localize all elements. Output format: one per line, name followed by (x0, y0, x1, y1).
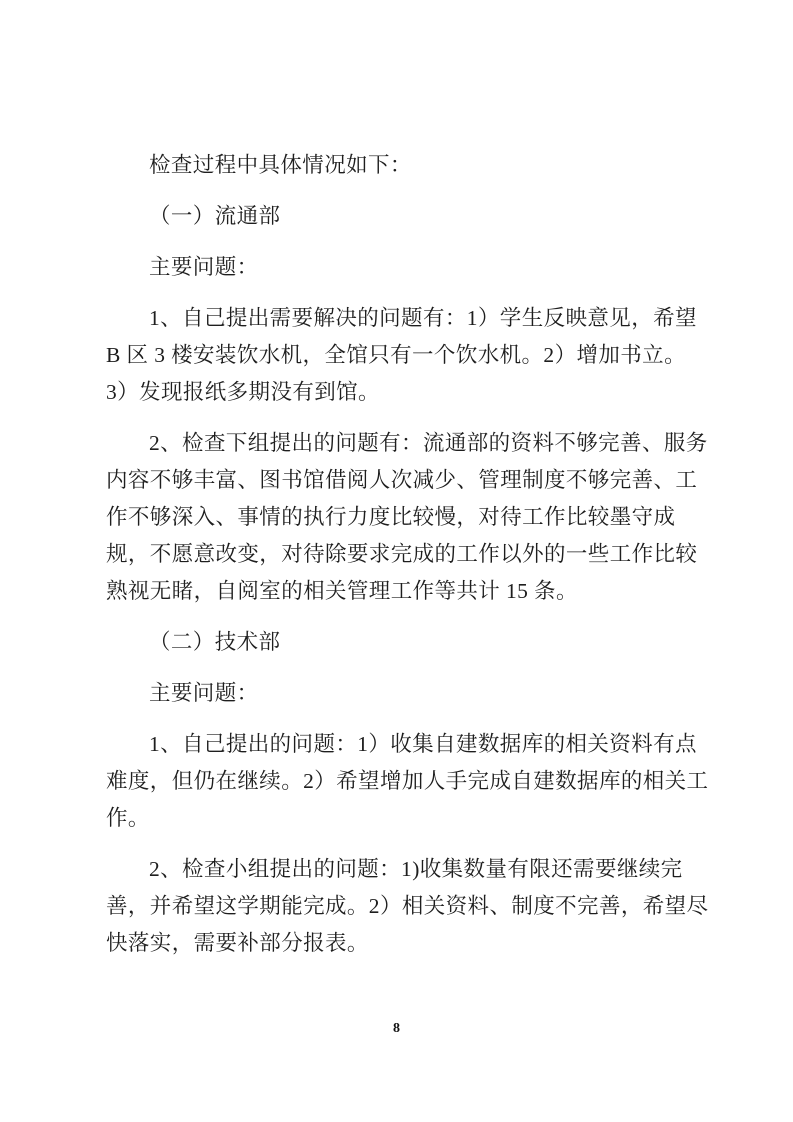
text-line: 3）发现报纸多期没有到馆。 (106, 380, 380, 404)
page-number: 8 (393, 1021, 400, 1036)
paragraph (106, 726, 709, 837)
text-line: （一）流通部 (149, 204, 281, 228)
paragraph (106, 249, 692, 286)
text-line: 作。 (106, 806, 150, 830)
paragraph (106, 425, 708, 610)
text-line: 规，不愿意改变，对待除要求完成的工作以外的一些工作比较 (106, 542, 698, 566)
paragraph (106, 624, 692, 661)
paragraph (106, 147, 692, 184)
text-line: 主要问题： (149, 681, 259, 705)
text-line: B 区 3 楼安装饮水机，全馆只有一个饮水机。2）增加书立。 (106, 343, 686, 367)
text-line: （二）技术部 (149, 630, 281, 654)
text-line: 1、自己提出需要解决的问题有：1）学生反映意见，希望 (149, 306, 697, 330)
text-line: 作不够深入、事情的执行力度比较慢，对待工作比较墨守成 (106, 505, 676, 529)
text-line: 检查过程中具体情况如下： (149, 153, 412, 177)
paragraph (106, 300, 697, 411)
text-line: 2、检查小组提出的问题：1)收集数量有限还需要继续完 (149, 857, 683, 881)
text-line: 主要问题： (149, 255, 259, 279)
text-line: 熟视无睹，自阅室的相关管理工作等共计 15 条。 (106, 579, 578, 603)
paragraph (106, 198, 692, 235)
text-line: 快落实，需要补部分报表。 (106, 931, 369, 955)
text-line: 善，并希望这学期能完成。2）相关资料、制度不完善，希望尽 (106, 894, 709, 918)
document-body (106, 147, 709, 976)
paragraph (106, 851, 709, 962)
text-line: 难度，但仍在继续。2）希望增加人手完成自建数据库的相关工 (106, 769, 709, 793)
paragraph (106, 675, 692, 712)
text-line: 内容不够丰富、图书馆借阅人次减少、管理制度不够完善、工 (106, 468, 698, 492)
text-line: 2、检查下组提出的问题有：流通部的资料不够完善、服务 (149, 431, 708, 455)
text-line: 1、自己提出的问题：1）收集自建数据库的相关资料有点 (149, 732, 697, 756)
